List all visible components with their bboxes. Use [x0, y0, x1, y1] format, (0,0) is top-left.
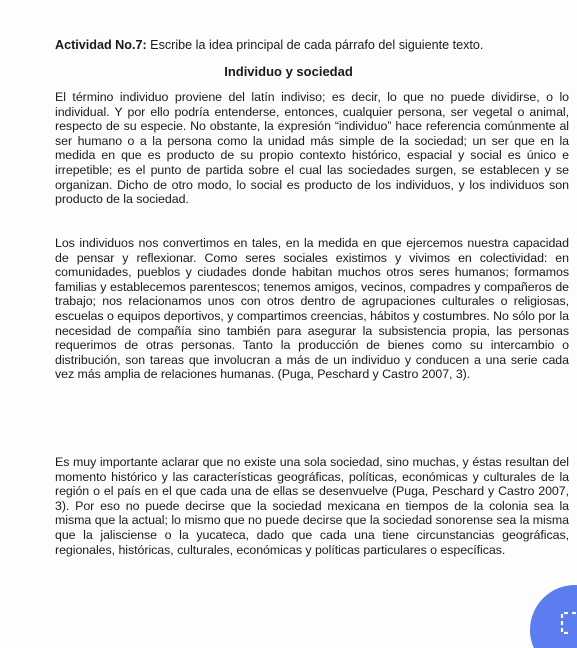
- paragraph-2: Los individuos nos convertimos en tales, en la medida en que ejercemos nuestra capacidad de pensar y reflexionar. Como seres sociales existimos y vivimos en colectividad: en comunidades, pueblos y ciudades donde habitan muchos otros seres humanos; formamos familias y establecemos parentescos; tenemos amigos, vecinos, compadres y compañeros de trabajo; nos relacionamos unos con otros dentro de agrupaciones culturales o religiosas, escuelas o equipos deportivos, y compartimos creencias, hábitos y costumbres. No sólo por la necesidad de compañía sino también para asegurar la subsistencia propia, las personas requerimos de otras personas. Tanto la producción de bienes como su intercambio o distribución, son tareas que involucran a más de un individuo y conducen a una serie cada vez más amplia de relaciones humanas. (Puga, Peschard y Castro 2007, 3).: [55, 236, 569, 382]
- activity-label: Actividad No.7:: [55, 38, 147, 52]
- activity-text: Escribe la idea principal de cada párrafo del siguiente texto.: [150, 38, 484, 52]
- paragraph-1: El término individuo proviene del latín indiviso; es decir, lo que no puede dividirse, o lo individual. Y por ello podría entenderse, entonces, cualquier persona, ser vegetal o animal, respecto de su especie. No obstante, la expresión “individuo” hace referencia comúnmente al ser humano o a la persona como la unidad más simple de la sociedad; un ser que en la medida en que es producto de su propio contexto histórico, espacial y social es único e irrepetible; es el punto de partida sobre el cual las sociedades surgen, se establecen y se organizan. Dicho de otro modo, lo social es producto de los individuos, y los individuos son producto de la sociedad.: [55, 90, 569, 207]
- paragraph-3: Es muy importante aclarar que no existe una sola sociedad, sino muchas, y éstas resultan del momento histórico y las características geográficas, políticas, económicas y culturales de la región o el país en el que cada una de ellas se desenvuelve (Puga, Peschard y Castro 2007, 3). Por eso no puede decirse que la sociedad mexicana en tiempos de la colonia sea la misma que la actual; lo mismo que no puede decirse que la sociedad sonorense sea la misma que la jalisciense o la yucateca, dado que cada una tiene circunstancias geográficas, regionales, históricas, culturales, económicas y políticas particulares o específicas.: [55, 455, 569, 557]
- activity-instruction: [55, 38, 565, 53]
- document-title: Individuo y sociedad: [224, 64, 353, 79]
- crop-icon[interactable]: [560, 612, 577, 634]
